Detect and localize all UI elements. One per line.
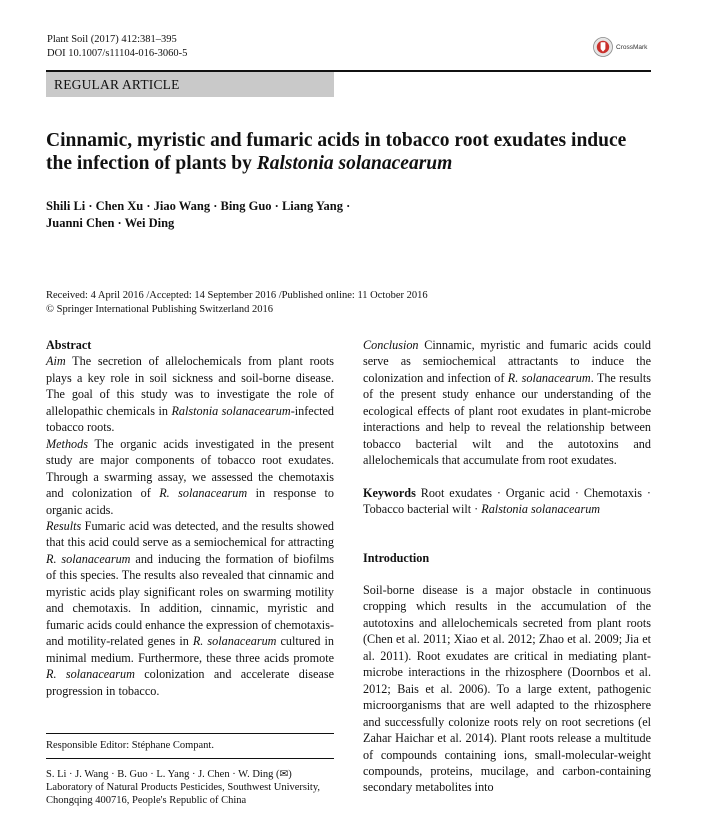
authors-line-1[interactable]: Shili Li · Chen Xu · Jiao Wang · Bing Guo · Liang Yang · [46, 199, 351, 213]
conclusion-text-end: . The results of the present study enhance our understanding of the ecological effects of plant root exudates in plant-microbe interactions and help to reveal the relationship between tobacco bacterial wilt and the autotoxins and allelochemicals that accumulate from root exudates. [363, 370, 652, 468]
keywords-list: Root exudates · Organic acid · Chemotaxis · Tobacco bacterial wilt · [363, 485, 651, 517]
title-organism: Ralstonia solanacearum [256, 153, 453, 174]
aim-organism: Ralstonia solanacearum [171, 403, 291, 418]
results-organism-1: R. solanacearum [46, 551, 131, 566]
methods-organism: R. solanacearum [159, 486, 248, 501]
copyright-notice: © Springer International Publishing Switzerland 2016 [46, 303, 273, 315]
keywords [363, 485, 651, 518]
conclusion-text: Cinnamic, myristic and fumaric acids could serve as semiochemical attractants to induce the colonization and infection of [363, 338, 651, 385]
responsible-editor: Responsible Editor: Stéphane Compant. [46, 740, 214, 751]
footnote-rule-top [46, 733, 334, 734]
article-title [46, 129, 656, 175]
results-organism-3: R. solanacearum [46, 667, 135, 682]
introduction-text: Soil-borne disease is a major obstacle in continuous cropping which results in the accumulation of the autotoxins and allelochemicals secreted from plant roots (Chen et al. 2011; Xiao et al. 2012; Zhao et al. 2009; Jia et al. 2011). Root exudates are critical in mediating plant-microbe interactions in the rhizosphere (Doornbos et al. 2012; Bais et al. 2006). To a large extent, pathogenic microorganisms that are well adapted to the rhizosphere and successfully colonize roots rely on root secretions (el Zahar Haichar et al. 2014). Plant roots release a multitude of compounds containing ions, small-molecular-weight compounds, proteins, mucilage, and carbon-containing secondary metabolites into [363, 582, 651, 795]
journal-citation: Plant Soil (2017) 412:381–395 [47, 34, 177, 45]
results-label: Results [46, 518, 82, 533]
methods-label: Methods [46, 436, 88, 451]
abstract-column [46, 337, 334, 699]
abstract-heading: Abstract [46, 338, 92, 352]
results-text-d: colonization and accelerate disease progression in tobacco. [46, 667, 334, 698]
author-list [46, 198, 646, 232]
conclusion-organism: R. solanacearum [507, 370, 591, 385]
affiliation [46, 768, 336, 808]
results-text-c: cultured in minimal medium. Furthermore, these three acids promote [46, 634, 334, 665]
footnote-rule-bottom [46, 758, 334, 759]
history-dates: Received: 4 April 2016 /Accepted: 14 September 2016 /Published online: 11 October 2016 [46, 290, 428, 301]
affiliation-lab: Laboratory of Natural Products Pesticides, Southwest University, Chongqing 400716, People's Republic of China [46, 782, 321, 807]
crossmark-icon [593, 37, 613, 57]
title-text: Cinnamic, myristic and fumaric acids in tobacco root exudates induce the infection of plants by [46, 130, 627, 174]
authors-line-2[interactable]: Juanni Chen · Wei Ding [46, 216, 175, 230]
publication-history [46, 289, 656, 316]
methods-text-end: in response to organic acids. [46, 486, 334, 517]
right-column [363, 337, 651, 796]
conclusion-label: Conclusion [363, 338, 419, 352]
keywords-label: Keywords [363, 485, 416, 500]
methods-text: The organic acids investigated in the present study are major components of tobacco root exudates. Through a swarming assay, we assessed the chemotaxis and colonization of [46, 436, 334, 501]
crossmark-badge[interactable] [593, 37, 647, 57]
article-type-banner: REGULAR ARTICLE [46, 72, 334, 97]
doi[interactable]: DOI 10.1007/s11104-016-3060-5 [47, 48, 188, 59]
results-organism-2: R. solanacearum [192, 634, 277, 649]
aim-label: Aim [46, 354, 66, 369]
abstract-methods [46, 436, 334, 518]
affiliation-authors: S. Li · J. Wang · B. Guo · L. Yang · J. Chen · W. Ding (✉) [46, 769, 292, 780]
keywords-organism: Ralstonia solanacearum [481, 502, 601, 517]
aim-text: The secretion of allelochemicals from plant roots plays a key role in soil sickness and soil-borne disease. The goal of this study was to investigate the role of allelopathic chemicals in [46, 354, 334, 418]
abstract-results [46, 518, 334, 699]
introduction-heading: Introduction [363, 550, 430, 565]
aim-text-end: -infected tobacco roots. [46, 403, 335, 435]
crossmark-label: CrossMark [616, 43, 648, 51]
abstract-conclusion [363, 337, 651, 469]
results-text-a: Fumaric acid was detected, and the results showed that this acid could serve as a semiochemical for attracting [46, 518, 334, 550]
results-text-b: and inducing the formation of biofilms of this species. The results also revealed that cinnamic and myristic acids play significant roles on swarming motility and chemotaxis. In addition, cinnamic, myristic and fumaric acids could enhance the expression of chemotaxis- and motility-related genes in [46, 551, 335, 649]
abstract-aim [46, 353, 334, 435]
journal-header [47, 33, 187, 61]
